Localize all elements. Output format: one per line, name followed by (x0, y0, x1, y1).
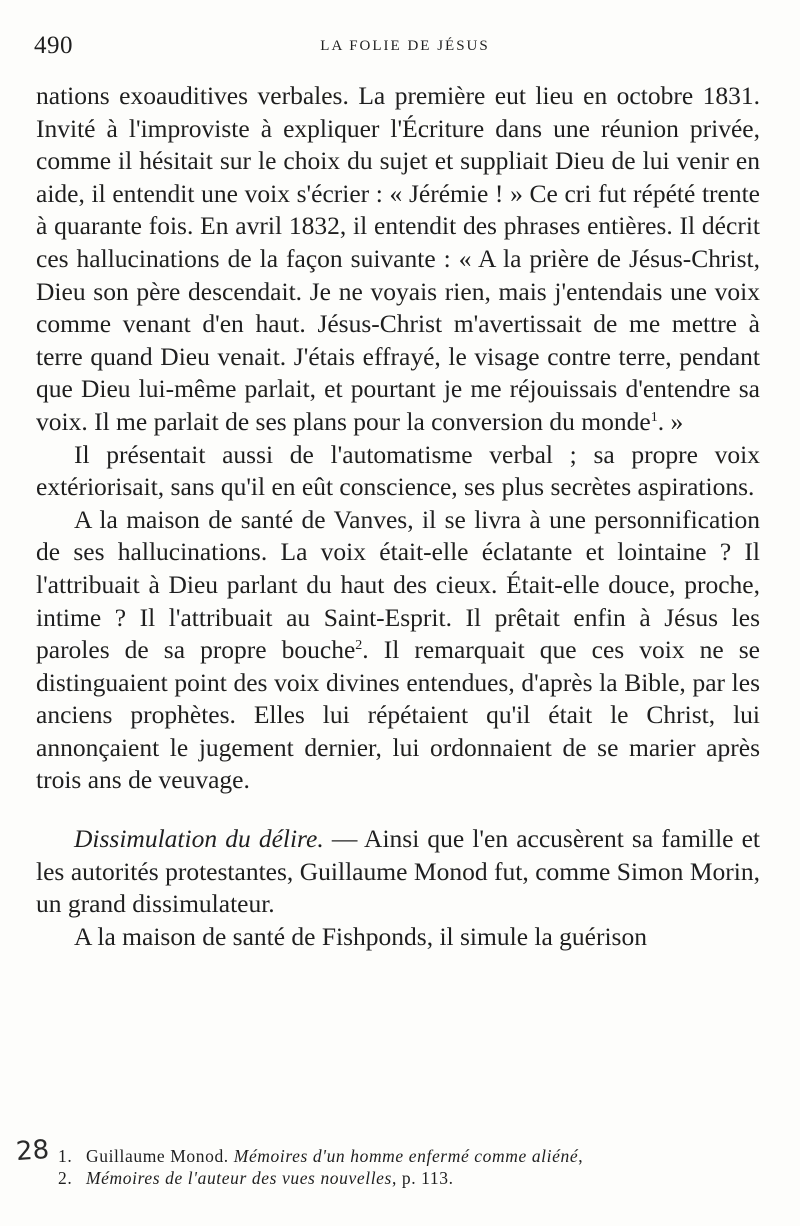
page-number: 490 (34, 32, 73, 59)
paragraph-3 (36, 504, 760, 797)
page-header (30, 30, 760, 64)
footnote-number: 2. (58, 1168, 73, 1188)
paragraph-1-text: nations exoauditives verbales. La première eut lieu en octobre 1831. Invité à l'improviste à expliquer l'Écriture dans une réunion privée, comme il hésitait sur le choix du sujet et suppliait Dieu de lui venir en aide, il entendit une voix s'écrier : « Jérémie ! » Ce cri fut répété trente à quarante fois. En avril 1832, il entendit des phrases entières. Il décrit ces hallucinations de la façon suivante : « A la prière de Jésus-Christ, Dieu son père descendait. Je ne voyais rien, mais j'entendais une voix comme venant d'en haut. Jésus-Christ m'avertissait de me mettre à terre quand Dieu venait. J'étais effrayé, le visage contre terre, pendant que Dieu lui-même parlait, et pourtant je me réjouissais d'entendre sa voix. Il me parlait de ses plans pour la conversion du monde (36, 81, 760, 436)
footnote-title: Mémoires de l'auteur des vues nouvelles (86, 1168, 392, 1188)
paragraph-5: A la maison de santé de Fishponds, il simule la guérison (74, 921, 647, 951)
footnote-1 (58, 1145, 768, 1167)
paragraph-4-text: — Ainsi que l'en accusèrent sa famille et les autorités protestantes, Guillaume Monod fut, comme Simon Morin, un grand dissimulateur. (36, 824, 760, 919)
paragraph-4 (36, 823, 760, 921)
footnote-2 (58, 1167, 768, 1189)
running-title: LA FOLIE DE JÉSUS (320, 38, 490, 54)
footnote-title: Mémoires d'un homme enfermé comme aliéné (233, 1146, 579, 1166)
section-heading: Dissimulation du délire. (74, 824, 324, 854)
footnote-rest: , p. 113. (391, 1168, 454, 1188)
footnote-ref-2: 2 (355, 638, 363, 654)
footnote-number: 1. (58, 1146, 73, 1166)
body-text (36, 80, 760, 953)
footnote-rest: , (578, 1146, 584, 1166)
paragraph-1-end: . » (657, 406, 684, 436)
paragraph-1 (36, 80, 760, 439)
handwritten-margin-note: 28 (14, 1134, 51, 1168)
footnote-author: Guillaume Monod. (86, 1146, 229, 1166)
paragraph-3-end: . Il remarquait que ces voix ne se distinguaient point des voix divines entendues, d'après la Bible, par les anciens prophètes. Elles lui répétaient qu'il était le Christ, lui annonçaient le jugement dernier, lui ordonnaient de se marier après trois ans de veuvage. (36, 635, 760, 795)
paragraph-2: Il présentait aussi de l'automatisme verbal ; sa propre voix extériorisait, sans qu'il en eût conscience, ses plus secrètes aspirations. (36, 439, 760, 502)
footnote-ref-1: 1 (650, 409, 658, 425)
paragraph-3-text: A la maison de santé de Vanves, il se livra à une personnification de ses hallucinations. La voix était-elle éclatante et lointaine ? Il l'attribuait à Dieu parlant du haut des cieux. Était-elle douce, proche, intime ? Il l'attribuait au Saint-Esprit. Il prêtait enfin à Jésus les paroles de sa propre bouche (36, 504, 760, 665)
footnotes (58, 1145, 768, 1189)
